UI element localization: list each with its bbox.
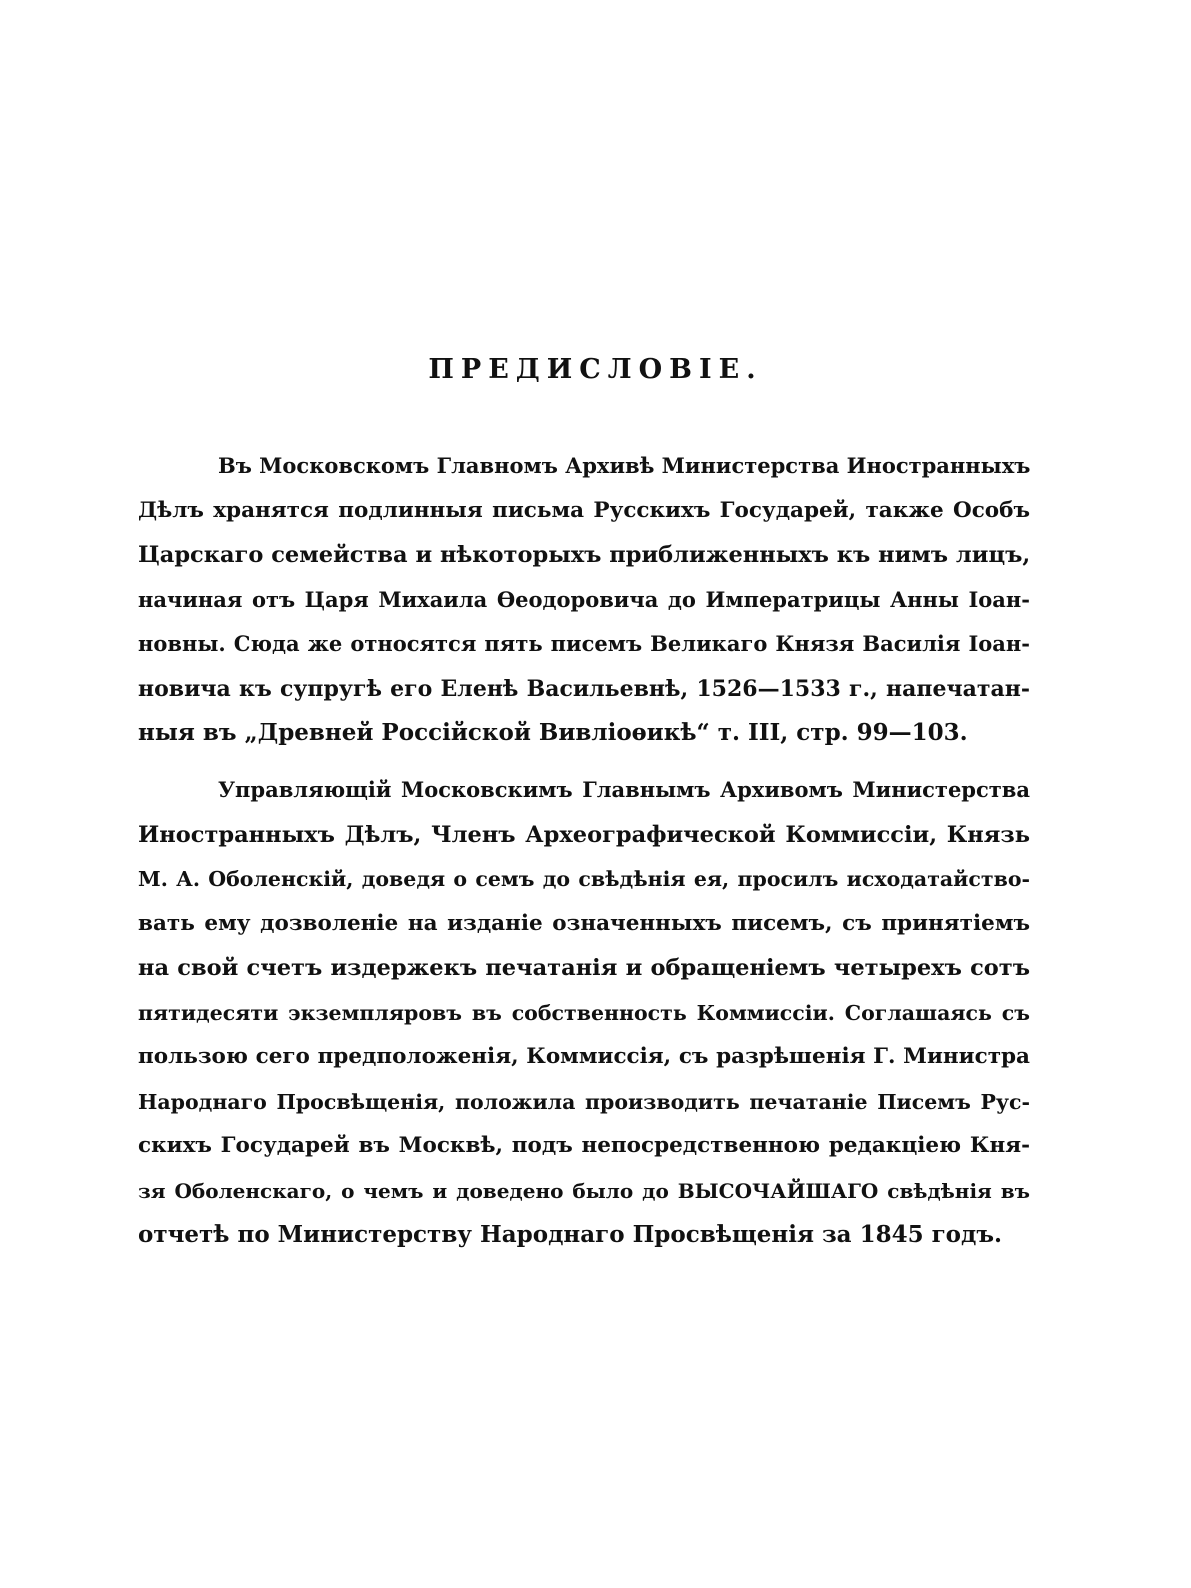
text-line: зя Оболенскаго, о чемъ и доведено было до ВЫСОЧАЙШАГО свѣдѣнія въ [138, 1178, 1030, 1203]
text-line: Народнаго Просвѣщенія, положила производить печатаніе Писемъ Рус- [138, 1089, 1030, 1114]
text-line: на свой счетъ издержекъ печатанія и обращеніемъ четырехъ сотъ [138, 955, 1030, 981]
text-line: ныя въ „Древней Россійской Вивліоѳикѣ“ т. III, стр. 99—103. [138, 719, 968, 746]
text-line: скихъ Государей въ Москвѣ, подъ непосредственною редакціею Кня- [138, 1133, 1030, 1158]
text-line: отчетѣ по Министерству Народнаго Просвѣщенія за 1845 годъ. [138, 1221, 1003, 1248]
text-line: Иностранныхъ Дѣлъ, Членъ Археографической Коммиссіи, Князь [138, 821, 1030, 848]
page-title: ПРЕДИСЛОВІЕ. [428, 354, 763, 385]
text-line: пятидесяти экземпляровъ въ собственность Коммиссіи. Соглашаясь съ [138, 1000, 1030, 1025]
text-line: начиная отъ Царя Михаила Ѳеодоровича до Императрицы Анны Іоан- [138, 586, 1030, 612]
text-line: Въ Московскомъ Главномъ Архивѣ Министерства Иностранныхъ [218, 453, 1031, 478]
text-line: новича къ супругѣ его Еленѣ Васильевнѣ, 1526—1533 г., напечатан- [138, 675, 1030, 702]
paragraph-1 [138, 444, 1030, 756]
text-line: М. А. Оболенскій, доведя о семъ до свѣдѣнія ея, просилъ исходатайство- [138, 867, 1030, 891]
text-line: новны. Сюда же относятся пять писемъ Великаго Князя Василія Іоан- [138, 631, 1030, 656]
text-line: пользою сего предположенія, Коммиссія, съ разрѣшенія Г. Министра [138, 1044, 1030, 1069]
text-line: вать ему дозволеніе на изданіе означенныхъ писемъ, съ принятіемъ [138, 910, 1030, 936]
text-line: Управляющій Московскимъ Главнымъ Архивомъ Министерства [218, 777, 1030, 802]
text-line: Царскаго семейства и нѣкоторыхъ приближенныхъ къ нимъ лицъ, [138, 542, 1031, 568]
paragraph-2 [138, 768, 1030, 1258]
text-line: Дѣлъ хранятся подлинныя письма Русскихъ Государей, также Особъ [138, 497, 1030, 523]
